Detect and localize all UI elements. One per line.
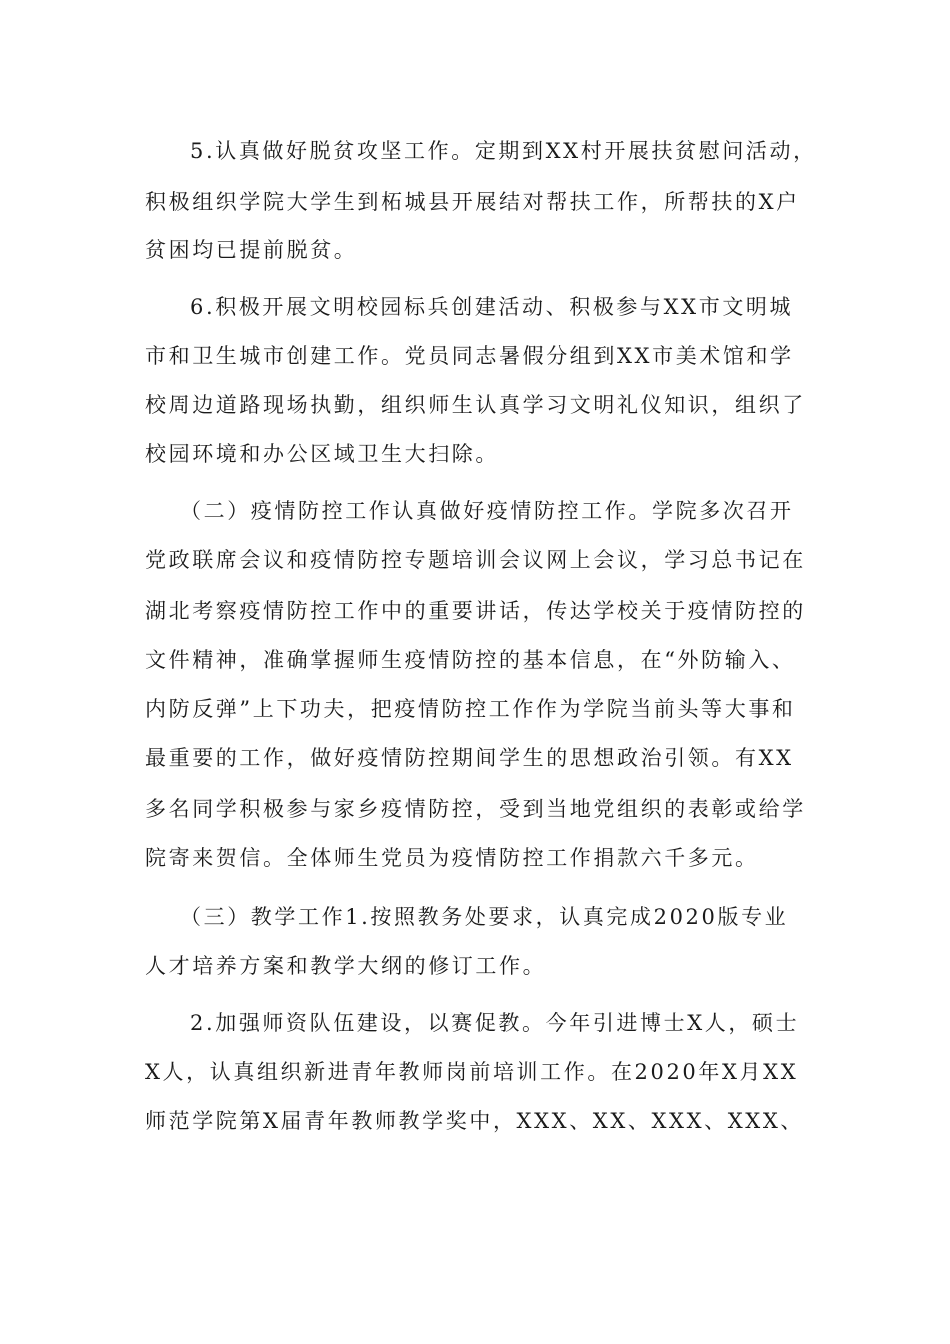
section-2-line-5: 内防反弹”上下功夫，把疫情防控工作作为学院当前头等大事和 <box>145 697 796 721</box>
paragraph-2-line-1: 2.加强师资队伍建设，以赛促教。今年引进博士X人，硕士 <box>190 1011 800 1035</box>
section-2-line-6: 最重要的工作，做好疫情防控期间学生的思想政治引领。有XX <box>145 746 794 770</box>
section-2-line-1: （二）疫情防控工作认真做好疫情防控工作。学院多次召开 <box>180 499 794 523</box>
paragraph-5-line-1: 5.认真做好脱贫攻坚工作。定期到XX村开展扶贫慰问活动， <box>190 139 817 163</box>
section-2-line-3: 湖北考察疫情防控工作中的重要讲话，传达学校关于疫情防控的 <box>145 599 806 623</box>
paragraph-6-line-4: 校园环境和办公区域卫生大扫除。 <box>145 442 499 466</box>
paragraph-2-line-3: 师范学院第X届青年教师教学奖中，XXX、XX、XXX、XXX、 <box>145 1109 805 1133</box>
section-2-line-2: 党政联席会议和疫情防控专题培训会议网上会议，学习总书记在 <box>145 548 806 572</box>
paragraph-5-line-2: 积极组织学院大学生到柘城县开展结对帮扶工作，所帮扶的X户 <box>145 190 800 214</box>
section-3-line-2: 人才培养方案和教学大纲的修订工作。 <box>145 954 547 978</box>
paragraph-5-line-3: 贫困均已提前脱贫。 <box>145 238 358 262</box>
section-2-line-4: 文件精神，准确掌握师生疫情防控的基本信息，在“外防输入、 <box>145 648 796 672</box>
paragraph-6-line-2: 市和卫生城市创建工作。党员同志暑假分组到XX市美术馆和学 <box>145 344 794 368</box>
section-3-line-1: （三）教学工作1.按照教务处要求，认真完成2020版专业 <box>180 905 789 929</box>
paragraph-6-line-1: 6.积极开展文明校园标兵创建活动、积极参与XX市文明城 <box>190 295 794 319</box>
section-2-line-7: 多名同学积极参与家乡疫情防控，受到当地党组织的表彰或给学 <box>145 797 806 821</box>
section-2-line-8: 院寄来贺信。全体师生党员为疫情防控工作捐款六千多元。 <box>145 846 759 870</box>
paragraph-2-line-2: X人，认真组织新进青年教师岗前培训工作。在2020年X月XX <box>145 1060 799 1084</box>
paragraph-6-line-3: 校周边道路现场执勤，组织师生认真学习文明礼仪知识，组织了 <box>145 393 806 417</box>
